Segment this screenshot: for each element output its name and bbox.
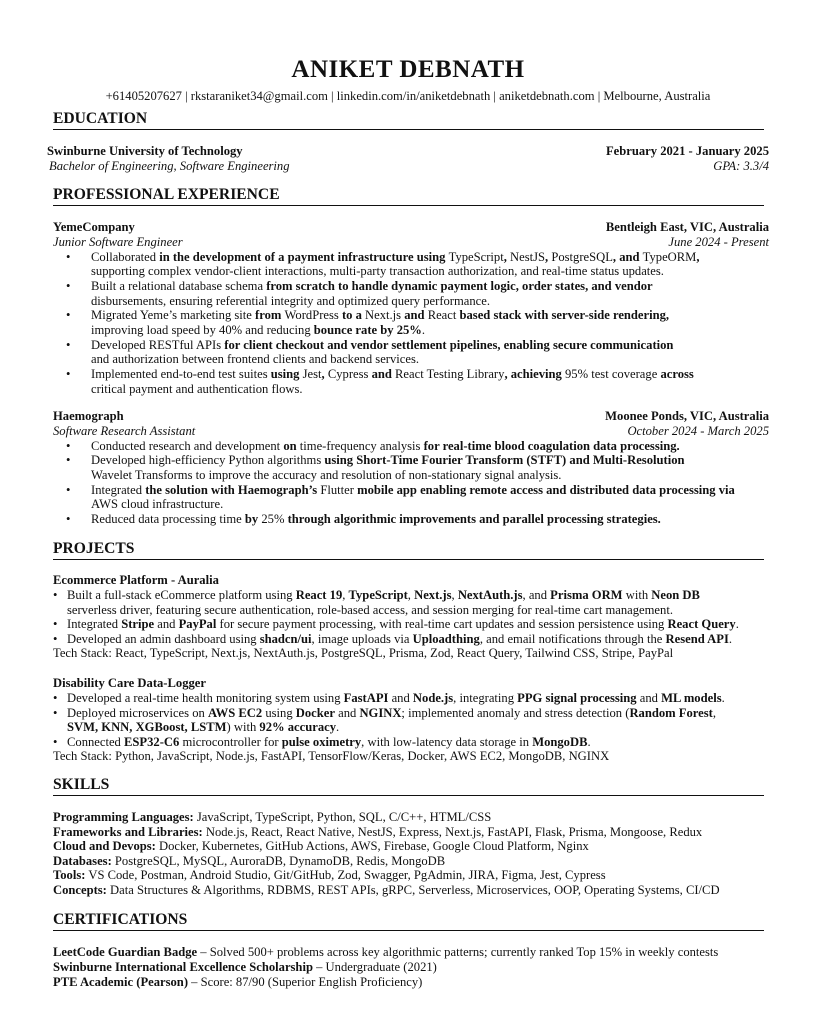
emphasis: based stack with server-side rendering, <box>456 308 670 323</box>
text-segment: improving load speed by 40% and reducing <box>91 323 314 337</box>
emphasis: mobile app enabling remote access and distributed data processing via <box>353 482 735 497</box>
skill-row <box>53 810 491 824</box>
emphasis: Resend API <box>665 631 729 646</box>
skill-row <box>53 839 589 853</box>
section-heading-certifications: CERTIFICATIONS <box>53 911 188 928</box>
text-segment: Jest <box>302 367 322 382</box>
text-line <box>91 250 700 264</box>
bullet-dot: • <box>66 367 71 382</box>
skill-value: JavaScript, TypeScript, Python, SQL, C/C++, HTML/CSS <box>193 810 492 824</box>
text-line <box>91 264 664 278</box>
emphasis: through algorithmic improvements and parallel processing strategies. <box>284 512 661 526</box>
section-heading-education: EDUCATION <box>53 110 148 127</box>
text-segment: and authorization between frontend clients and backend services. <box>91 352 420 367</box>
emphasis: the solution with Haemograph’s <box>142 482 321 497</box>
bullet-dot: • <box>66 482 71 497</box>
text-line <box>91 367 694 381</box>
text-line <box>91 453 685 467</box>
text-segment: React <box>427 308 457 323</box>
text-segment: and <box>334 705 360 720</box>
text-segment: , and <box>522 588 551 602</box>
text-segment: and <box>636 691 662 705</box>
text-segment: Collaborated <box>91 249 157 264</box>
bullet-dot: • <box>53 631 58 646</box>
text-segment: for secure payment processing, with real-time cart updates and session persistence using <box>216 617 668 632</box>
certification-detail: – Score: 87/90 (Superior English Proficiency) <box>188 975 423 990</box>
text-line <box>67 691 725 705</box>
text-segment: Developed RESTful APIs <box>91 337 222 352</box>
bullet-dot: • <box>53 705 58 720</box>
text-segment: WordPress <box>284 308 339 323</box>
section-heading-projects: PROJECTS <box>53 540 135 557</box>
emphasis: shadcn/ui <box>259 631 312 646</box>
bullet-dot: • <box>66 453 71 468</box>
emphasis: ML models <box>661 691 722 705</box>
contact-line: +61405207627 | rkstaraniket34@gmail.com | linkedin.com/in/aniketdebnath | aniketdebnath.com | Melbourne, Australia <box>105 89 711 103</box>
bullet-dot: • <box>66 308 71 323</box>
text-line <box>91 512 661 526</box>
emphasis: Stripe <box>121 617 155 632</box>
bullet-dot: • <box>53 734 58 749</box>
text-segment: serverless driver, featuring secure authentication, role-based access, and session merging for real-time cart management. <box>67 602 673 617</box>
emphasis: in the development of a payment infrastructure using <box>156 249 449 264</box>
text-segment: , <box>342 588 349 602</box>
emphasis: Random Forest <box>629 705 713 720</box>
text-segment: disbursements, ensuring referential integrity and optimized query performance. <box>91 293 491 308</box>
emphasis: , <box>545 249 552 264</box>
text-segment: . <box>587 734 591 749</box>
emphasis: for client checkout and vendor settlement pipelines, enabling secure communication <box>221 337 674 352</box>
skill-label: Frameworks and Libraries: <box>53 824 203 839</box>
section-divider <box>53 795 764 796</box>
text-segment: . <box>735 617 739 632</box>
section-divider <box>53 930 764 931</box>
text-line <box>91 308 669 322</box>
skill-value: Docker, Kubernetes, GitHub Actions, AWS, Firebase, Google Cloud Platform, Nginx <box>155 839 589 854</box>
text-segment: Wavelet Transforms to improve the accuracy and resolution of non-stationary signal analysis. <box>91 467 562 482</box>
text-segment: Developed an admin dashboard using <box>67 631 260 646</box>
emphasis: Next.js <box>414 588 452 602</box>
degree: Bachelor of Engineering, Software Engineering <box>49 159 290 173</box>
emphasis: , <box>321 367 328 382</box>
emphasis: from scratch to handle dynamic payment logic, order states, and vendor <box>263 278 653 293</box>
text-segment: Connected <box>67 734 125 749</box>
job-title: Junior Software Engineer <box>53 234 183 249</box>
text-segment: Next.js <box>365 308 402 323</box>
emphasis: ESP32-C6 <box>124 734 180 749</box>
emphasis: NGINX <box>359 705 402 720</box>
emphasis: FastAPI <box>343 691 389 705</box>
emphasis: by <box>241 512 262 526</box>
text-line <box>91 483 735 497</box>
bullet-dot: • <box>66 337 71 352</box>
emphasis: SVM, KNN, XGBoost, LSTM <box>67 720 227 735</box>
school-name: Swinburne University of Technology <box>47 144 243 158</box>
emphasis: Prisma ORM <box>550 588 623 602</box>
emphasis: Node.js <box>412 691 454 705</box>
text-line <box>67 706 716 720</box>
text-line <box>91 279 653 293</box>
emphasis: TypeScript <box>348 588 408 602</box>
emphasis: bounce rate by 25% <box>313 323 422 337</box>
emphasis: , and <box>612 249 643 264</box>
certification-name: PTE Academic (Pearson) <box>53 975 189 990</box>
emphasis: PPG signal processing <box>517 691 637 705</box>
skill-value: VS Code, Postman, Android Studio, Git/GitHub, Zod, Swagger, PgAdmin, JIRA, Figma, Jest, Cypress <box>85 868 606 883</box>
emphasis: across <box>657 367 694 382</box>
text-segment: 95% test coverage <box>564 367 658 382</box>
certification-row <box>53 945 718 959</box>
emphasis: and <box>368 367 396 382</box>
section-heading-skills: SKILLS <box>53 776 110 793</box>
skill-value: Data Structures & Algorithms, RDBMS, REST APIs, gRPC, Serverless, Microservices, OOP, Operating Systems, CI/CD <box>106 883 720 897</box>
skill-row <box>53 868 606 882</box>
emphasis: using Short-Time Fourier Transform (STFT) and Multi-Resolution <box>321 453 685 468</box>
emphasis: , <box>696 249 700 264</box>
text-segment: , and email notifications through the <box>479 631 666 646</box>
text-segment: Migrated Yeme’s marketing site <box>91 308 252 323</box>
tech-stack: Tech Stack: React, TypeScript, Next.js, NextAuth.js, PostgreSQL, Prisma, Zod, React Query, Tailwind CSS, Stripe, PayPal <box>53 646 674 661</box>
emphasis: React 19 <box>295 588 343 602</box>
certification-name: Swinburne International Excellence Scholarship <box>53 960 313 975</box>
text-segment: Cypress <box>327 367 369 382</box>
emphasis: , <box>503 249 511 264</box>
text-segment: Deployed microservices on <box>67 705 208 720</box>
text-segment: , <box>407 588 415 602</box>
bullet-dot: • <box>66 249 71 264</box>
text-segment: NestJS <box>510 249 546 264</box>
skill-row <box>53 825 702 839</box>
bullet-dot: • <box>66 512 71 526</box>
emphasis: pulse oximetry <box>281 734 362 749</box>
emphasis: MongoDB <box>532 734 588 749</box>
job-title: Software Research Assistant <box>53 423 196 438</box>
text-segment: PostgreSQL <box>551 249 613 264</box>
text-line <box>91 497 223 511</box>
certification-name: LeetCode Guardian Badge <box>53 945 198 959</box>
text-segment: Developed high-efficiency Python algorithms <box>91 453 322 468</box>
emphasis: React Query <box>667 617 736 632</box>
emphasis: and <box>401 308 428 323</box>
text-line <box>67 720 339 734</box>
emphasis: Neon DB <box>651 588 700 602</box>
section-divider <box>53 559 764 560</box>
text-segment: AWS cloud infrastructure. <box>91 497 224 512</box>
job-dates: October 2024 - March 2025 <box>627 423 769 438</box>
text-line <box>91 338 673 352</box>
text-segment: Developed a real-time health monitoring system using <box>67 691 344 705</box>
skill-label: Programming Languages: <box>53 810 194 824</box>
emphasis: PayPal <box>178 617 217 632</box>
text-line <box>67 617 739 631</box>
text-line <box>91 439 680 453</box>
text-segment: TypeScript <box>448 249 504 264</box>
skill-label: Tools: <box>53 868 86 883</box>
text-segment: ) with <box>226 720 260 735</box>
text-segment: ; implemented anomaly and stress detection ( <box>401 705 630 720</box>
candidate-name: ANIKET DEBNATH <box>291 56 525 83</box>
certification-detail: – Undergraduate (2021) <box>312 960 437 975</box>
skill-row <box>53 883 720 897</box>
emphasis: on <box>280 438 300 453</box>
skill-label: Databases: <box>53 853 112 868</box>
bullet-dot: • <box>66 438 71 453</box>
text-segment: TypeORM <box>642 249 697 264</box>
emphasis: , achieving <box>504 367 565 382</box>
text-line <box>91 294 490 308</box>
text-segment: supporting complex vendor-client interactions, multi-party transaction authorization, and real-time status updates. <box>91 264 664 279</box>
emphasis: to a <box>338 308 366 323</box>
section-heading-experience: PROFESSIONAL EXPERIENCE <box>53 186 280 203</box>
skill-value: Node.js, React, React Native, NestJS, Express, Next.js, FastAPI, Flask, Prisma, Mongoose, Redux <box>202 824 703 839</box>
text-segment: using <box>262 705 296 720</box>
text-segment: Conducted research and development <box>91 438 281 453</box>
skill-value: PostgreSQL, MySQL, AuroraDB, DynamoDB, Redis, MongoDB <box>111 853 446 868</box>
text-segment: and <box>154 617 179 632</box>
text-line <box>91 352 419 366</box>
text-line <box>67 632 732 646</box>
text-segment: Flutter <box>320 482 354 497</box>
text-line <box>67 588 700 602</box>
text-segment: , <box>451 588 458 602</box>
text-segment: 25% <box>261 512 285 526</box>
text-segment: React Testing Library <box>395 367 505 382</box>
emphasis: Uploadthing <box>412 631 480 646</box>
tech-stack: Tech Stack: Python, JavaScript, Node.js, FastAPI, TensorFlow/Keras, Docker, AWS EC2, MongoDB, NGINX <box>53 749 610 764</box>
text-segment: with <box>622 588 652 602</box>
skill-label: Cloud and Devops: <box>53 839 156 854</box>
bullet-dot: • <box>53 588 58 602</box>
certification-row <box>53 975 422 989</box>
emphasis: using <box>267 367 303 382</box>
text-segment: critical payment and authentication flows. <box>91 381 303 396</box>
text-segment: and <box>388 691 413 705</box>
text-segment: Integrated <box>67 617 122 632</box>
education-dates: February 2021 - January 2025 <box>605 144 769 158</box>
text-segment: . <box>728 631 733 646</box>
certification-detail: – Solved 500+ problems across key algorithmic patterns; currently ranked Top 15% in weekly contests <box>197 945 719 959</box>
job-location: Moonee Ponds, VIC, Australia <box>605 409 769 423</box>
text-line <box>91 468 561 482</box>
company-name: YemeCompany <box>53 220 135 234</box>
text-segment: Built a full-stack eCommerce platform using <box>67 588 296 602</box>
text-segment: . <box>721 691 725 705</box>
certification-row <box>53 960 437 974</box>
text-line <box>67 735 591 749</box>
emphasis: from <box>251 308 285 323</box>
text-segment: . <box>336 720 340 735</box>
text-segment: time-frequency analysis <box>299 438 421 453</box>
skill-row <box>53 854 445 868</box>
text-segment: , <box>712 705 716 720</box>
company-name: Haemograph <box>53 409 124 423</box>
text-line <box>91 382 303 396</box>
skill-label: Concepts: <box>53 883 107 897</box>
job-location: Bentleigh East, VIC, Australia <box>605 220 769 234</box>
text-line <box>67 603 673 617</box>
bullet-dot: • <box>53 691 58 705</box>
text-segment: Integrated <box>91 482 143 497</box>
text-segment: , image uploads via <box>311 631 413 646</box>
text-segment: microcontroller for <box>179 734 282 749</box>
gpa: GPA: 3.3/4 <box>713 159 769 173</box>
text-segment: Implemented end-to-end test suites <box>91 367 268 382</box>
emphasis: 92% accuracy <box>259 720 337 735</box>
text-segment: Built a relational database schema <box>91 278 264 293</box>
project-title: Disability Care Data-Logger <box>53 676 206 690</box>
project-title: Ecommerce Platform - Auralia <box>53 573 219 587</box>
text-line <box>91 323 425 337</box>
emphasis: AWS EC2 <box>207 705 263 720</box>
section-divider <box>53 129 764 130</box>
text-segment: , integrating <box>453 691 518 705</box>
text-segment: , with low-latency data storage in <box>361 734 533 749</box>
section-divider <box>53 205 764 206</box>
bullet-dot: • <box>53 617 58 632</box>
text-segment: Reduced data processing time <box>91 512 242 526</box>
bullet-dot: • <box>66 278 71 293</box>
emphasis: NextAuth.js <box>457 588 523 602</box>
emphasis: for real-time blood coagulation data processing. <box>420 438 680 453</box>
emphasis: Docker <box>295 705 335 720</box>
job-dates: June 2024 - Present <box>668 234 769 249</box>
text-segment: . <box>421 323 426 337</box>
